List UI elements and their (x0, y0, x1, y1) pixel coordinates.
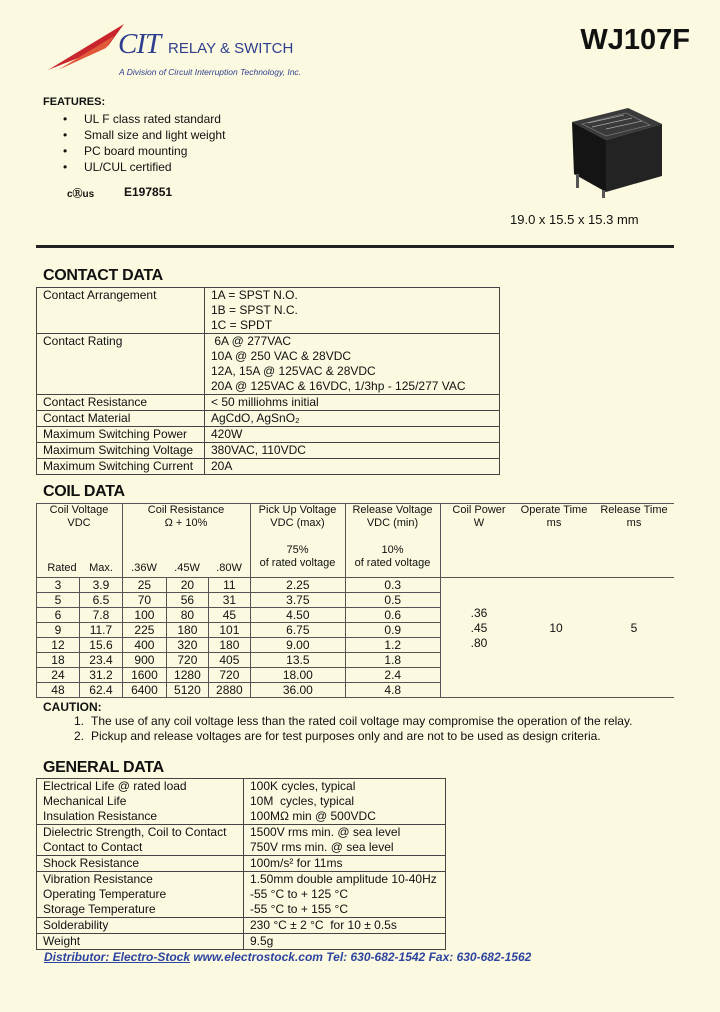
coil-data-heading: COIL DATA (43, 483, 125, 500)
power-45w-header: .45W (174, 562, 200, 574)
distributor-contact: www.electrostock.com Tel: 630-682-1542 Fax: 630-682-1562 (190, 950, 532, 964)
coil-resistance-header: Coil Resistance Ω + 10% (147, 504, 225, 529)
table-row (37, 411, 500, 427)
contact-data-heading: CONTACT DATA (43, 267, 163, 284)
part-number: WJ107F (580, 24, 690, 56)
coil-voltage-header: Coil Voltage VDC (49, 504, 109, 529)
power-80w-header: .80W (216, 562, 242, 574)
operate-time-value: 10 (549, 621, 563, 635)
table-row (37, 459, 500, 475)
coil-data-table (36, 577, 674, 698)
max-switching-power-value: 420W (205, 427, 500, 443)
ul-file-number: E197851 (124, 185, 173, 199)
contact-rating-value: 6A @ 277VAC 10A @ 250 VAC & 28VDC 12A, 15A @ 125VAC & 28VDC 20A @ 125VAC & 16VDC, 1/3hp - 125/277 VAC (205, 334, 500, 395)
list-item: • PC board mounting (63, 144, 188, 158)
contact-arrangement-value: 1A = SPST N.O. 1B = SPST N.C. 1C = SPDT (205, 288, 500, 334)
table-row: Vibration Resistance Operating Temperature Storage Temperature 1.50mm double amplitude 10-40Hz -55 °C to + 125 °C -55 °C to + 155 °C (37, 872, 446, 918)
table-row: 9 11.7 225 180 101 6.75 0.9 (37, 623, 675, 638)
release-voltage-header: Release Voltage VDC (min) (352, 504, 433, 529)
distributor-link[interactable]: Distributor: Electro-Stock (44, 950, 191, 964)
table-row: 3 3.9 25 20 11 2.25 0.3 (37, 578, 675, 593)
release-percent: 10% of rated voltage (354, 544, 431, 569)
table-row: 18 23.4 900 720 405 13.5 1.8 (37, 653, 675, 668)
max-switching-voltage-value: 380VAC, 110VDC (205, 443, 500, 459)
contact-data-table (36, 287, 500, 475)
table-row (37, 288, 500, 334)
table-row: Weight 9.5g (37, 934, 446, 950)
max-switching-current-label: Maximum Switching Current (37, 459, 205, 475)
table-row: Solderability 230 °C ± 2 °C for 10 ± 0.5s (37, 918, 446, 934)
general-data-table (36, 778, 446, 950)
list-item: • UL F class rated standard (63, 112, 221, 126)
operate-time-header: Operate Time ms (520, 504, 588, 529)
contact-arrangement-label: Contact Arrangement (37, 288, 205, 334)
pickup-voltage-header: Pick Up Voltage VDC (max) (258, 504, 337, 529)
contact-material-value: AgCdO, AgSnO₂ (205, 411, 500, 427)
features-heading: FEATURES: (43, 96, 106, 108)
max-switching-power-label: Maximum Switching Power (37, 427, 205, 443)
max-switching-voltage-label: Maximum Switching Voltage (37, 443, 205, 459)
table-row: 24 31.2 1600 1280 720 18.00 2.4 (37, 668, 675, 683)
max-header: Max. (89, 562, 113, 574)
features-list (44, 111, 225, 175)
relay-photo-icon (566, 104, 668, 198)
general-data-heading: GENERAL DATA (43, 759, 164, 776)
table-row: 48 62.4 6400 5120 2880 36.00 4.8 (37, 683, 675, 698)
pickup-percent: 75% of rated voltage (259, 544, 336, 569)
table-row: Shock Resistance 100m/s² for 11ms (37, 856, 446, 872)
table-row (37, 334, 500, 395)
caution-notes (40, 714, 632, 744)
list-item: 1. The use of any coil voltage less than the rated coil voltage may compromise the operation of the relay. (73, 714, 633, 728)
contact-resistance-label: Contact Resistance (37, 395, 205, 411)
power-36w-header: .36W (131, 562, 157, 574)
section-divider (36, 245, 674, 248)
coil-power-values: .36 .45 .80 (470, 606, 488, 650)
logo-tagline: A Division of Circuit Interruption Technology, Inc. (119, 67, 302, 77)
contact-material-label: Contact Material (37, 411, 205, 427)
max-switching-current-value: 20A (205, 459, 500, 475)
table-row: Electrical Life @ rated load Mechanical Life Insulation Resistance 100K cycles, typical 10M cycles, typical 100MΩ min @ 500VDC (37, 779, 446, 825)
rated-header: Rated (47, 562, 77, 574)
release-time-header: Release Time ms (600, 504, 668, 529)
dimensions: 19.0 x 15.5 x 15.3 mm (510, 212, 639, 227)
release-time-value: 5 (630, 621, 638, 635)
table-row: 6 7.8 100 80 45 4.50 0.6 (37, 608, 675, 623)
caution-heading: CAUTION: (43, 700, 102, 714)
logo-relay-switch: RELAY & SWITCH (168, 40, 294, 57)
table-row (37, 395, 500, 411)
coil-table-header (36, 503, 674, 577)
table-row: 12 15.6 400 320 180 9.00 1.2 (37, 638, 675, 653)
ul-certification-mark: cⓇus (67, 189, 95, 200)
contact-rating-label: Contact Rating (37, 334, 205, 395)
logo-swoosh-icon (48, 22, 126, 72)
coil-power-header: Coil Power W (452, 504, 506, 529)
contact-resistance-value: < 50 milliohms initial (205, 395, 500, 411)
table-row (37, 443, 500, 459)
logo-cit: CIT (118, 28, 161, 60)
list-item: 2. Pickup and release voltages are for test purposes only and are not to be used as design criteria. (73, 729, 601, 743)
list-item: • Small size and light weight (63, 128, 226, 142)
list-item: • UL/CUL certified (63, 160, 172, 174)
table-row: Dielectric Strength, Coil to Contact Contact to Contact 1500V rms min. @ sea level 750V rms min. @ sea level (37, 825, 446, 856)
distributor-line (44, 950, 531, 964)
table-row (37, 427, 500, 443)
table-row: 5 6.5 70 56 31 3.75 0.5 (37, 593, 675, 608)
